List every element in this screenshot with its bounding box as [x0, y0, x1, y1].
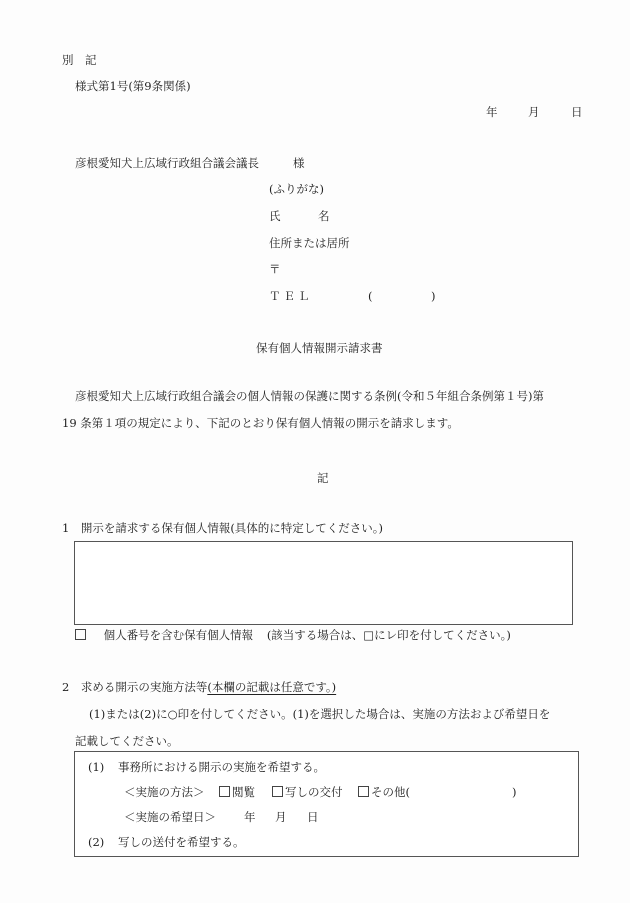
section2-heading-main: 2 求める開示の実施方法等	[62, 680, 208, 694]
copy-checkbox[interactable]	[272, 786, 283, 797]
option1-label: 事務所における開示の実施を希望する。	[118, 760, 325, 774]
tel-open-paren: (	[368, 289, 373, 303]
my-number-checkbox-label: 個人番号を含む保有個人情報	[103, 628, 254, 642]
method-option-inspection[interactable]	[219, 785, 255, 799]
method-option-copy[interactable]	[272, 785, 343, 799]
tel-label: ＴＥＬ	[269, 289, 313, 303]
other-checkbox[interactable]	[358, 786, 369, 797]
name-label-second: 名	[318, 209, 330, 223]
section2-instruction-2: 記載してください。	[75, 734, 179, 748]
body-line-1: 彦根愛知犬上広域行政組合議会の個人情報の保護に関する条例(令和５年組合条例第１号)第	[75, 389, 544, 403]
date-year-label: 年	[486, 105, 498, 119]
desired-date-label: ＜実施の希望日＞	[124, 810, 216, 824]
date-month-label: 月	[528, 105, 540, 119]
my-number-checkbox-row	[75, 628, 511, 642]
section2-instruction-1: (1)または(2)に○印を付してください。(1)を選択した場合は、実施の方法および希望日を	[89, 707, 551, 721]
desired-date-day[interactable]: 日	[307, 810, 319, 824]
name-label-first: 氏	[269, 209, 281, 223]
address-label: 住所または居所	[269, 236, 350, 250]
annex-label: 別 記	[62, 53, 97, 67]
option2-number[interactable]: (2)	[88, 835, 105, 849]
inspection-label: 閲覧	[232, 785, 255, 799]
ki-heading: 記	[317, 471, 329, 485]
form-number: 様式第1号(第9条関係)	[75, 79, 191, 93]
option2-label: 写しの送付を希望する。	[118, 835, 245, 849]
inspection-checkbox[interactable]	[219, 786, 230, 797]
option1-number[interactable]: (1)	[88, 760, 105, 774]
tel-close-paren: )	[431, 289, 436, 303]
document-title: 保有個人情報開示請求書	[256, 341, 383, 355]
method-option-other[interactable]	[358, 785, 410, 799]
section2-heading	[62, 680, 336, 694]
desired-date-year[interactable]: 年	[244, 810, 256, 824]
honorific: 様	[293, 156, 305, 170]
method-label: ＜実施の方法＞	[124, 785, 205, 799]
recipient: 彦根愛知犬上広域行政組合議会議長	[75, 156, 259, 170]
section2-heading-optional: (本欄の記載は任意です。)	[207, 680, 337, 694]
furigana-label: (ふりがな)	[269, 182, 324, 196]
other-method-input[interactable]	[412, 785, 512, 799]
date-day-label: 日	[571, 105, 583, 119]
other-label: その他(	[371, 785, 410, 799]
my-number-checkbox-note: (該当する場合は、□にレ印を付してください。)	[266, 628, 511, 642]
postal-mark-icon: 〒	[269, 262, 281, 276]
requested-info-field[interactable]	[74, 541, 573, 625]
desired-date-month[interactable]: 月	[275, 810, 287, 824]
copy-label: 写しの交付	[285, 785, 343, 799]
other-close-paren: )	[512, 785, 517, 799]
my-number-checkbox[interactable]	[75, 629, 86, 640]
section1-heading: 1 開示を請求する保有個人情報(具体的に特定してください。)	[62, 521, 384, 535]
body-line-2: 19 条第１項の規定により、下記のとおり保有個人情報の開示を請求します。	[62, 416, 459, 430]
